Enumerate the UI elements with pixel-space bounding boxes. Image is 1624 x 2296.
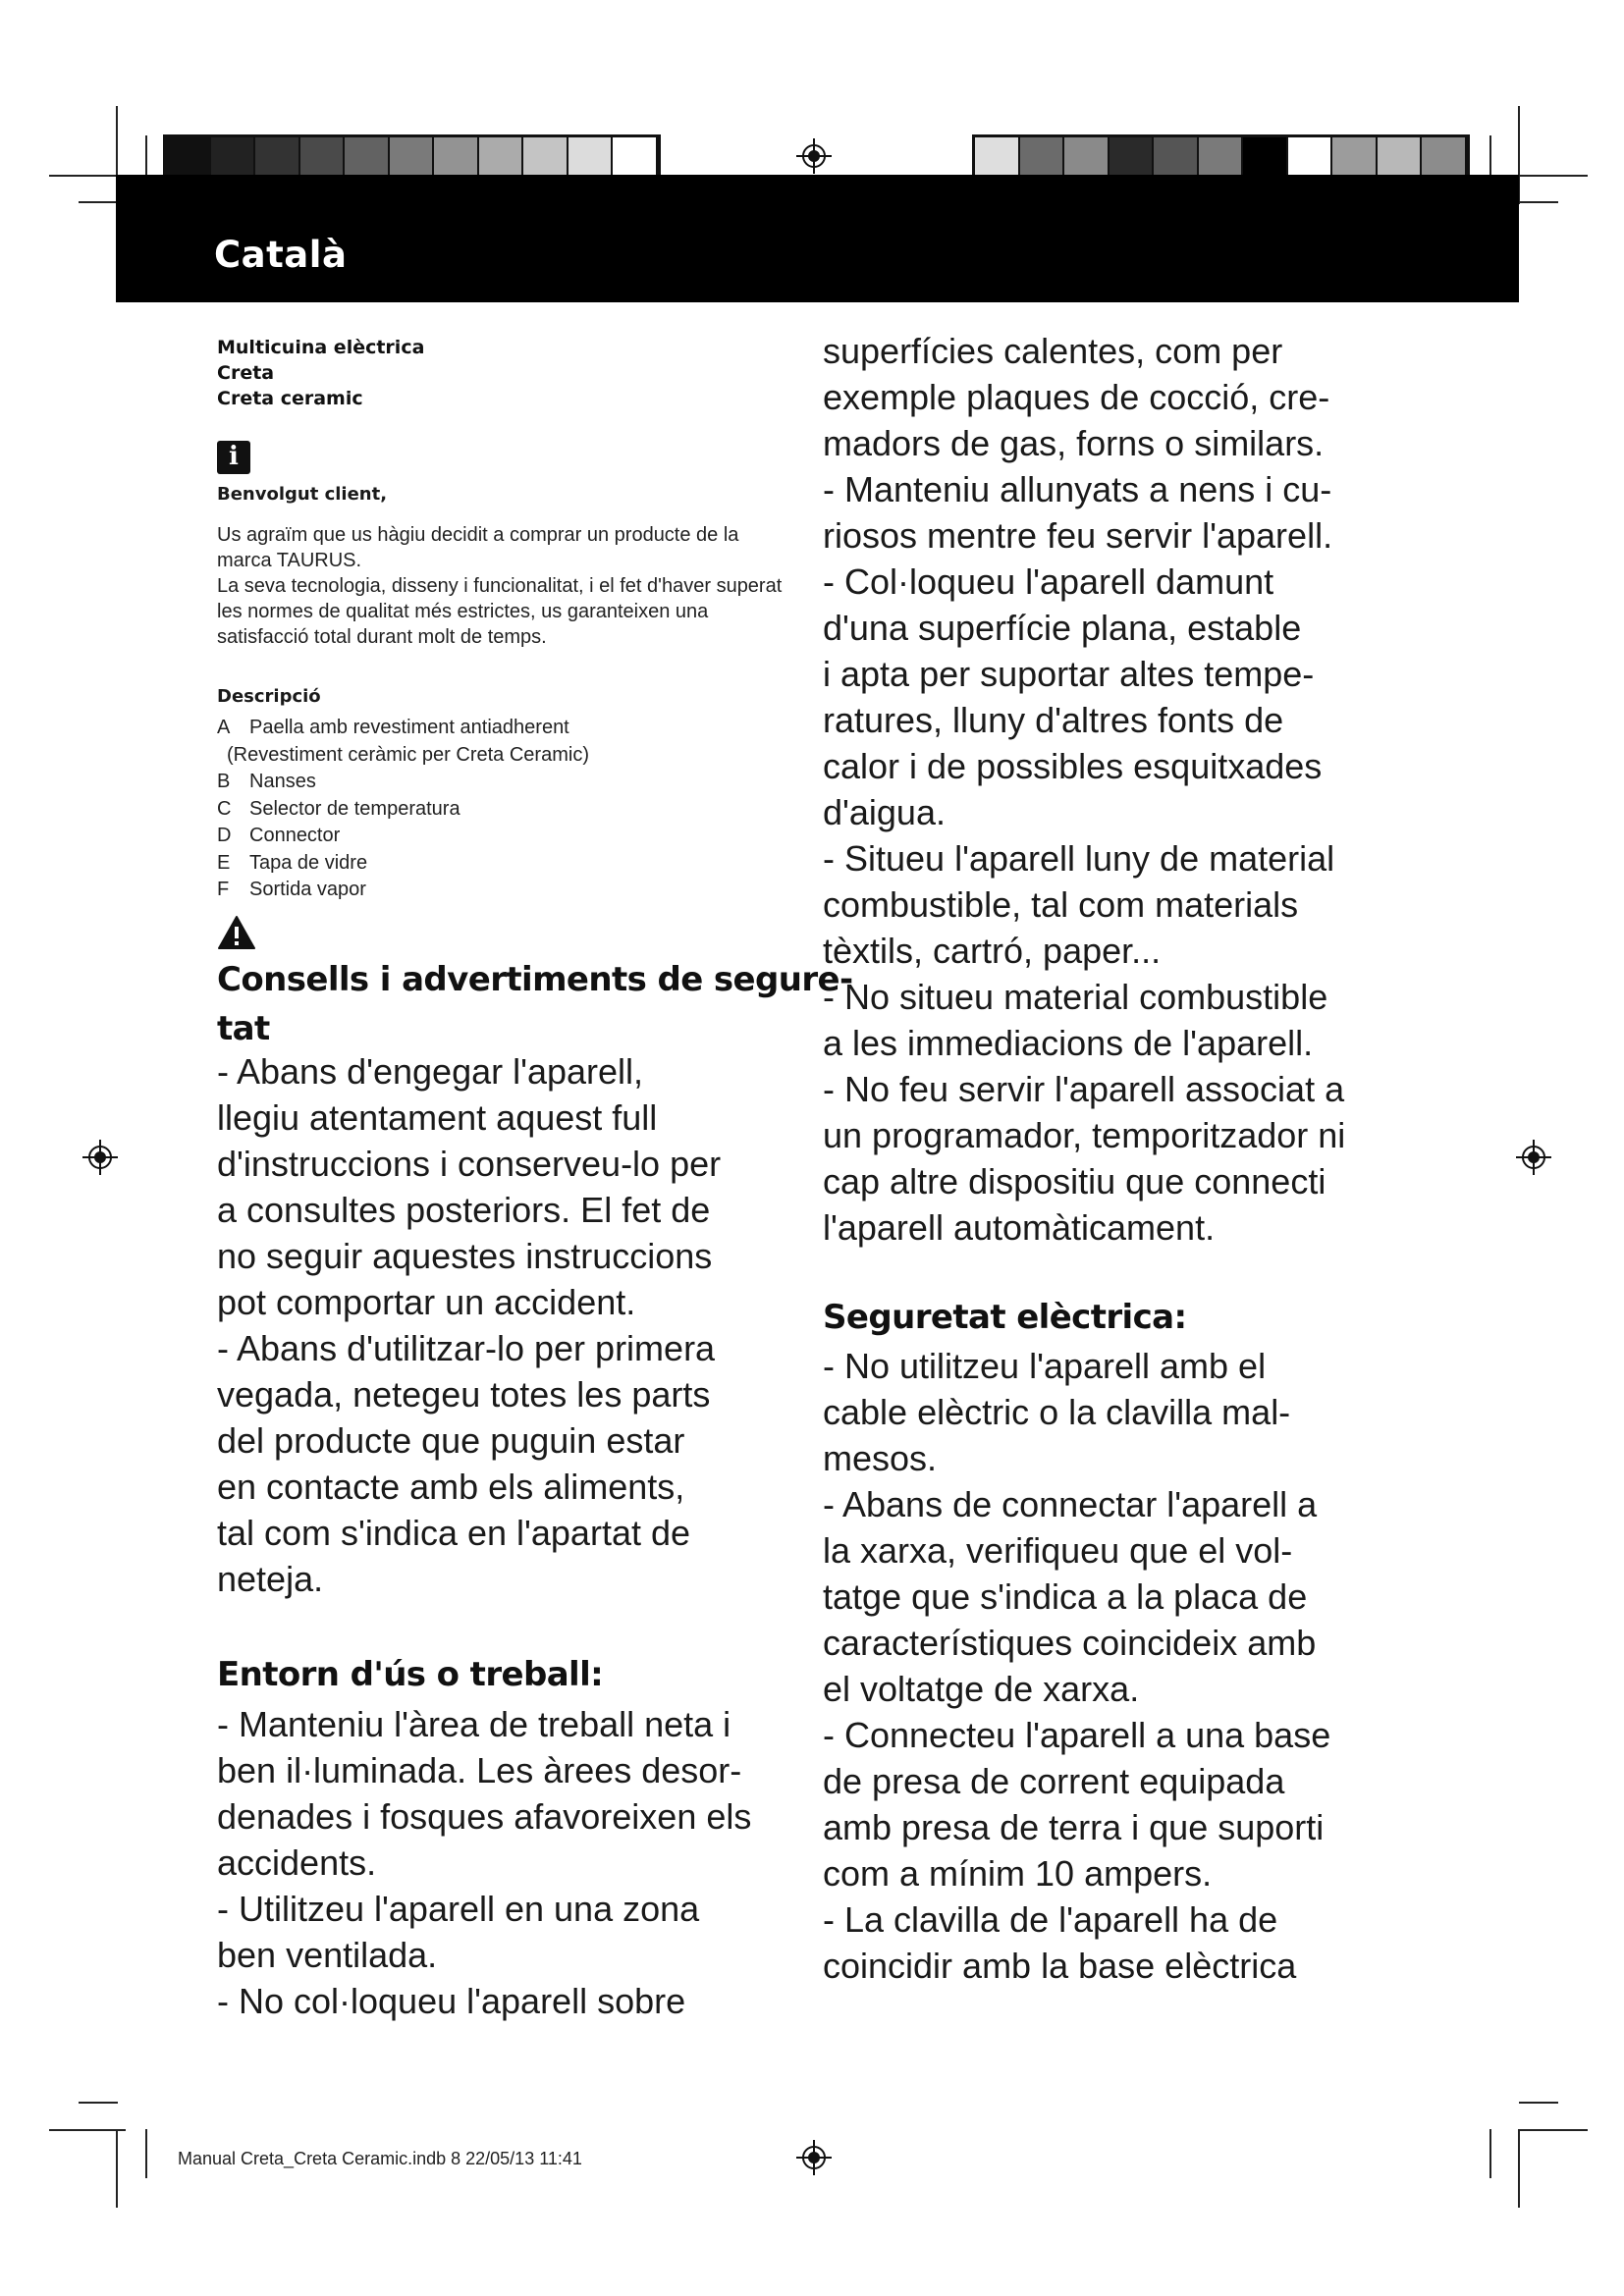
electrical-title: Seguretat elèctrica:: [823, 1298, 1187, 1337]
safety-title: Consells i advertiments de segure- tat: [217, 960, 853, 1048]
intro-text: [217, 522, 796, 650]
crop-mark: [49, 175, 126, 177]
color-swatch: [1422, 137, 1467, 179]
intro-paragraph: La seva tecnologia, disseny i funcionalitat, i el fet d'haver superat les normes de qualitat més estrictes, us garanteixen una satisfacció total durant molt de temps.: [217, 575, 783, 648]
color-swatch: [1064, 137, 1110, 179]
warning-icon: [217, 915, 256, 950]
safety-text: - Abans d'engegar l'aparell, llegiu atentament aquest full d'instruccions i conserveu-lo per a consultes posteriors. El fet de no seguir aquestes instruccions pot comportar un accident. - Abans d'utilitzar-lo per primera vegada, netegeu totes les parts del producte que puguin estar en contacte amb els aliments, tal com s'indica en l'apartat de neteja.: [217, 1051, 722, 1599]
color-swatch: [211, 137, 256, 179]
color-swatch: [975, 137, 1020, 179]
color-swatch: [613, 137, 658, 179]
description-item: D Connector: [217, 825, 341, 846]
crop-mark: [1519, 201, 1558, 203]
color-swatch: [1020, 137, 1065, 179]
description-item: A Paella amb revestiment antiadherent: [217, 717, 569, 738]
registration-target-icon: [796, 138, 832, 174]
greeting: Benvolgut client,: [217, 484, 388, 505]
color-swatch: [568, 137, 614, 179]
color-swatch: [1332, 137, 1378, 179]
color-swatch: [1378, 137, 1423, 179]
environment-title: Entorn d'ús o treball:: [217, 1655, 604, 1694]
description-item: (Revestiment ceràmic per Creta Ceramic): [227, 743, 589, 766]
color-swatch: [1288, 137, 1333, 179]
crop-mark: [145, 2129, 147, 2178]
color-swatch: [345, 137, 390, 179]
product-name-line: Creta: [217, 362, 275, 384]
registration-target-icon: [82, 1140, 118, 1175]
product-name-line: Multicuina elèctrica: [217, 337, 425, 358]
crop-mark: [1519, 2129, 1588, 2131]
registration-target-icon: [796, 2140, 832, 2175]
crop-mark: [116, 2129, 118, 2208]
color-swatch: [166, 137, 211, 179]
electrical-text: - No utilitzeu l'aparell amb el cable elèctric o la clavilla mal- mesos. - Abans de connectar l'aparell a la xarxa, verifiqueu que el vol- tatge que s'indica a la placa de característiques coincideix amb el voltatge de xarxa. - Connecteu l'aparell a una base de presa de corrent equipada amb presa de terra i que suporti com a mínim 10 ampers. - La clavilla de l'aparell ha de coincidir amb la base elèctrica: [823, 1346, 1331, 1986]
crop-mark: [1519, 175, 1588, 177]
color-swatch: [1154, 137, 1199, 179]
crop-mark: [79, 201, 118, 203]
color-swatch: [255, 137, 300, 179]
info-icon: i: [217, 441, 250, 474]
registration-target-icon: [1516, 1140, 1551, 1175]
crop-mark: [79, 2102, 118, 2104]
crop-mark: [1489, 2129, 1491, 2178]
color-swatch: [1243, 137, 1288, 179]
crop-mark: [49, 2129, 126, 2131]
description-item: E Tapa de vidre: [217, 851, 368, 874]
color-swatch: [523, 137, 568, 179]
color-swatch: [479, 137, 524, 179]
color-swatch: [434, 137, 479, 179]
description-list: [217, 715, 796, 904]
color-swatch: [1110, 137, 1155, 179]
crop-mark: [1518, 2129, 1520, 2208]
product-names: [217, 335, 424, 411]
color-swatch: [300, 137, 346, 179]
description-title: Descripció: [217, 686, 321, 707]
product-name-line: Creta ceramic: [217, 388, 363, 409]
description-item: C Selector de temperatura: [217, 797, 460, 820]
crop-mark: [1519, 2102, 1558, 2104]
environment-text: - Manteniu l'àrea de treball neta i ben il·luminada. Les àrees desor- denades i fosques afavoreixen els accidents. - Utilitzeu l'aparell en una zona ben ventilada. - No col·loqueu l'aparell sobre: [217, 1704, 752, 2021]
description-item: B Nanses: [217, 771, 316, 792]
intro-paragraph: Us agraïm que us hàgiu decidit a comprar un producte de la marca TAURUS.: [217, 524, 739, 571]
language-title: Català: [214, 234, 348, 276]
right-column-text: superfícies calentes, com per exemple plaques de cocció, cre- madors de gas, forns o similars. - Manteniu allunyats a nens i cu- riosos mentre feu servir l'aparell. - Col·loqueu l'aparell damunt d'una superfície plana, estable i apta per suportar altes tempe- ratures, lluny d'altres fonts de calor i de possibles esquitxades d'aigua. - Situeu l'aparell luny de material combustible, tal com materials tèxtils, cartró, paper... - No situeu material combustible a les immediacions de l'aparell. - No feu servir l'aparell associat a un programador, temporitzador ni cap altre dispositiu que connecti l'aparell automàticament.: [823, 331, 1346, 1248]
color-swatch: [390, 137, 435, 179]
print-slug: Manual Creta_Creta Ceramic.indb 8 22/05/13 11:41: [178, 2149, 582, 2168]
language-header-bar: [116, 175, 1519, 302]
color-swatch: [1199, 137, 1244, 179]
description-item: F Sortida vapor: [217, 879, 366, 900]
